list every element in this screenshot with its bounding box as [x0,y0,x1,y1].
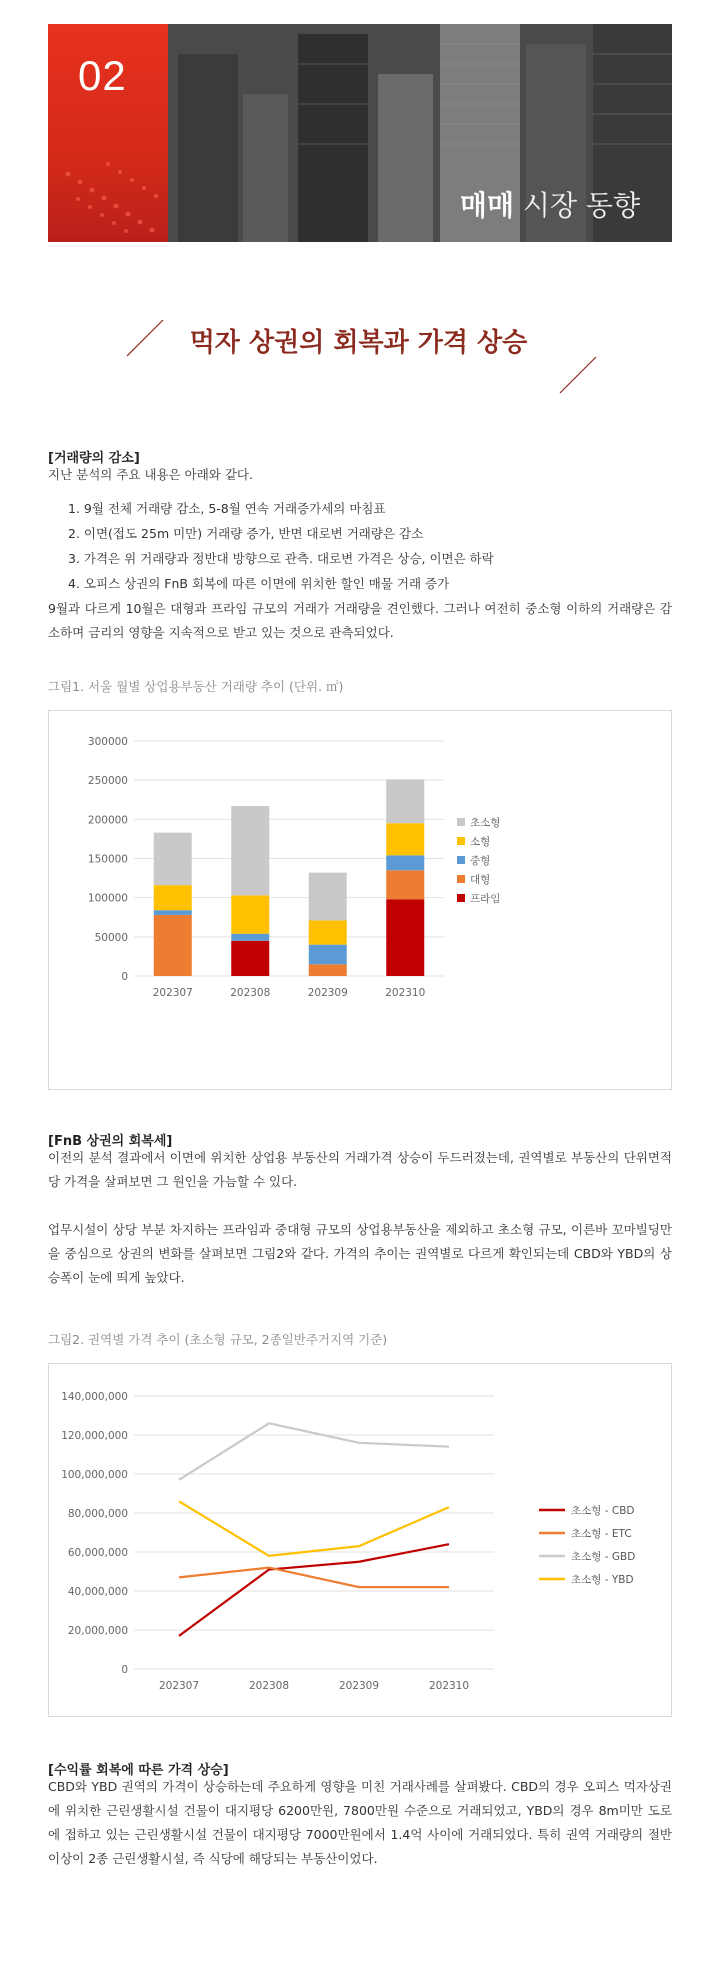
list-item: 2. 이면(접도 25m 미만) 거래량 증가, 반면 대로변 거래량은 감소 [68,526,424,541]
section-title-bold: 매매 [459,189,514,222]
x-tick-label: 202309 [338,1680,380,1692]
list-item: 4. 오피스 상권의 FnB 회복에 따른 이면에 위치한 할인 매물 거래 증가 [68,576,450,591]
bar-segment [309,964,347,976]
legend-label: 초소형 - GBD [571,1551,636,1563]
legend-label: 초소형 - ETC [571,1528,632,1540]
legend-label: 소형 [470,836,491,848]
section3-body: CBD와 YBD 권역의 가격이 상승하는데 주요하게 영향을 미친 거래사례를 살펴봤다. CBD의 경우 오피스 먹자상권에 위치한 근린생활시설 건물이 대지평당 6200만원, 7800만원 수준으로 거래되었고, YBD의 경우 8m미만 도로에 접하고 있는 근린생활시설 건물이 대지평당 7000만원에서 1.4억 사이에 거래되었다. 특히 권역 거래량의 절반 이상이 2종 근린생활시설, 즉 식당에 해당되는 부동산이었다. [48,1779,672,1866]
section-heading-volume: [거래량의 감소] [48,451,140,466]
y-tick-label: 150000 [87,853,128,866]
section1-body: 9월과 다르게 10월은 대형과 프라임 규모의 거래가 거래량을 견인했다. 그러나 여전히 중소형 이하의 거래량은 감소하며 금리의 영향을 지속적으로 받고 있는 것으로 관측되었다. [48,601,672,640]
series-line [179,1544,449,1636]
y-tick-label: 0 [121,971,128,983]
y-tick-label: 200000 [87,814,128,827]
bar-segment [231,895,269,933]
bar-segment [386,899,424,976]
figure2-chart [48,1363,672,1717]
stacked-bar-chart [49,711,671,1089]
bar-segment [309,920,347,944]
list-item: 1. 9월 전체 거래량 감소, 5-8월 연속 거래증가세의 마침표 [68,501,386,516]
bar-segment [154,833,192,885]
x-tick-label: 202310 [428,1680,470,1692]
section-number: 02 [78,52,127,99]
line-chart [49,1364,671,1716]
headline: 먹자 상권의 회복과 가격 상승 [189,328,528,358]
y-tick-label: 60,000,000 [67,1547,128,1559]
y-tick-label: 120,000,000 [61,1430,128,1442]
y-tick-label: 140,000,000 [61,1391,128,1403]
y-tick-label: 20,000,000 [67,1625,128,1637]
bar-segment [154,915,192,976]
x-tick-label: 202309 [307,987,348,999]
x-tick-label: 202310 [385,987,426,999]
legend-label: 초소형 [470,817,501,829]
bar-segment [386,823,424,855]
legend-swatch [457,856,465,864]
bar-segment [386,779,424,823]
bar-segment [309,873,347,921]
bar-segment [386,855,424,870]
y-tick-label: 0 [121,1664,128,1676]
section-banner [48,24,672,242]
y-tick-label: 100000 [87,892,128,905]
y-tick-label: 250000 [87,775,128,788]
legend-swatch [457,818,465,826]
y-tick-label: 100,000,000 [61,1469,128,1481]
legend-label: 초소형 - CBD [571,1505,635,1517]
figure1-chart [48,710,672,1090]
x-tick-label: 202308 [248,1680,290,1692]
legend-label: 대형 [470,874,491,886]
legend-swatch [457,837,465,845]
section-heading-fnb: [FnB 상권의 회복세] [48,1134,173,1149]
section-title [460,184,640,224]
section2-p1: 이전의 분석 결과에서 이면에 위치한 상업용 부동산의 거래가격 상승이 두드러졌는데, 권역별로 부동산의 단위면적당 가격을 살펴보면 그 원인을 가늠할 수 있다. [48,1150,672,1189]
legend-swatch [457,894,465,902]
headline-right-slash [558,355,598,395]
list-item: 3. 가격은 위 거래량과 정반대 방향으로 관측. 대로변 가격은 상승, 이면은 하락 [68,551,494,566]
bar-segment [231,934,269,941]
legend-label: 초소형 - YBD [571,1574,634,1586]
x-tick-label: 202307 [152,987,193,999]
legend-label: 중형 [470,855,491,867]
y-tick-label: 40,000,000 [67,1586,128,1598]
series-line [179,1568,449,1588]
series-line [179,1501,449,1556]
section-heading-yield: [수익률 회복에 따른 가격 상승] [48,1763,229,1778]
bar-segment [386,870,424,899]
figure1-caption: 그림1. 서울 월별 상업용부동산 거래량 추이 (단위. ㎡) [48,679,344,694]
legend-label: 프라임 [470,893,501,905]
series-line [179,1423,449,1480]
x-tick-label: 202307 [158,1680,200,1692]
legend-swatch [457,875,465,883]
y-tick-label: 80,000,000 [67,1508,128,1520]
bar-segment [154,910,192,915]
y-tick-label: 300000 [87,736,128,748]
section-title-rest: 시장 동향 [522,189,640,222]
figure2-caption: 그림2. 권역별 가격 추이 (초소형 규모, 2종일반주거지역 기준) [48,1332,388,1347]
y-tick-label: 50000 [94,931,128,944]
x-tick-label: 202308 [230,987,271,999]
bar-segment [154,885,192,910]
summary-list [68,496,494,596]
section2-p2: 업무시설이 상당 부분 차지하는 프라임과 중대형 규모의 상업용부동산을 제외하고 초소형 규모, 이른바 꼬마빌딩만을 중심으로 상권의 변화를 살펴보면 그림2와 같다. 가격의 추이는 권역별로 다르게 확인되는데 CBD와 YBD의 상승폭이 눈에 띄게 높았다. [48,1222,672,1285]
bar-segment [309,945,347,965]
section1-intro: 지난 분석의 주요 내용은 아래와 같다. [48,467,253,482]
bar-segment [231,806,269,895]
bar-segment [231,941,269,976]
